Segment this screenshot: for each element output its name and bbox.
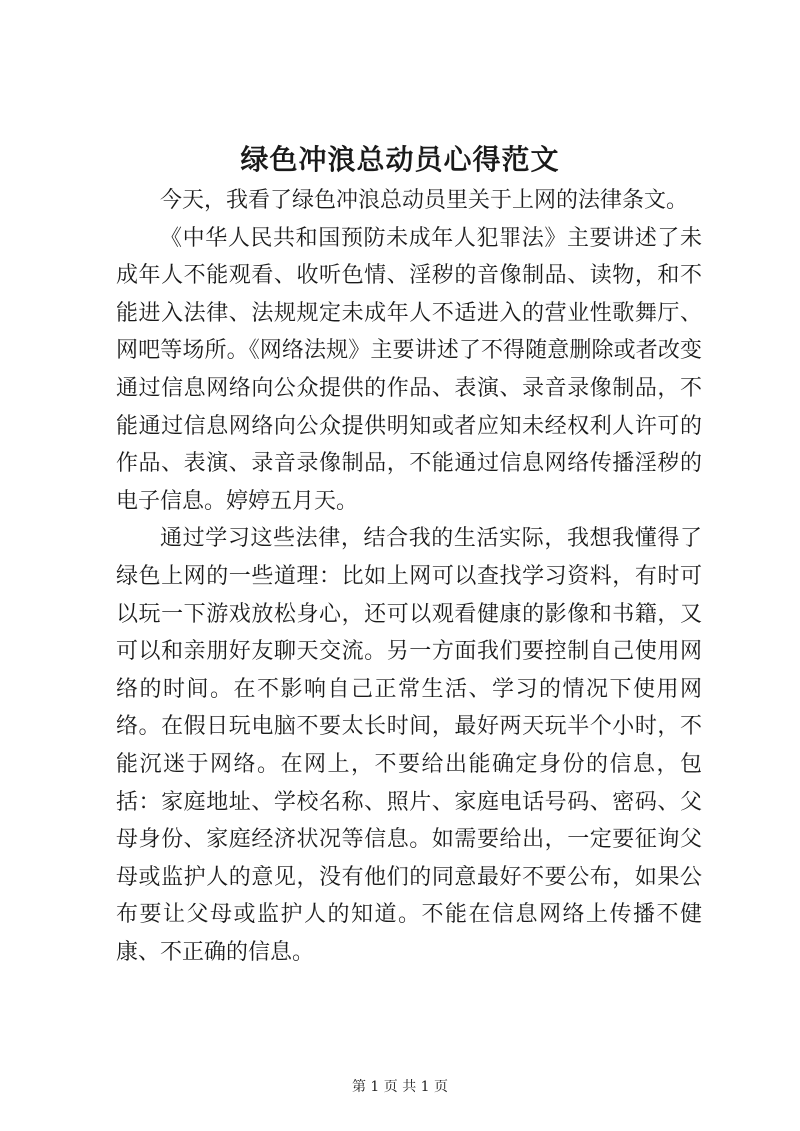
page-number-footer: 第 1 页 共 1 页 bbox=[351, 1079, 449, 1095]
document-body bbox=[116, 182, 702, 971]
paragraph-laws: 《中华人民共和国预防未成年人犯罪法》主要讲述了未成年人不能观看、收听色情、淫秽的音像制品、读物，和不能进入法律、法规规定未成年人不适进入的营业性歌舞厅、网吧等场所。《网络法规》主要讲述了不得随意删除或者改变通过信息网络向公众提供的作品、表演、录音录像制品，不能通过信息网络向公众提供明知或者应知未经权利人许可的作品、表演、录音录像制品，不能通过信息网络传播淫秽的电子信息。婷婷五月天。 bbox=[116, 225, 702, 514]
page-title: 绿色冲浪总动员心得范文 bbox=[240, 143, 560, 176]
paragraph-reflection: 通过学习这些法律，结合我的生活实际，我想我懂得了绿色上网的一些道理：比如上网可以查找学习资料，有时可以玩一下游戏放松身心，还可以观看健康的影像和书籍，又可以和亲朋好友聊天交流。另一方面我们要控制自己使用网络的时间。在不影响自己正常生活、学习的情况下使用网络。在假日玩电脑不要太长时间，最好两天玩半个小时，不能沉迷于网络。在网上，不要给出能确定身份的信息，包括：家庭地址、学校名称、照片、家庭电话号码、密码、父母身份、家庭经济状况等信息。如需要给出，一定要征询父母或监护人的意见，没有他们的同意最好不要公布，如果公布要让父母或监护人的知道。不能在信息网络上传播不健康、不正确的信息。 bbox=[116, 526, 702, 965]
paragraph-intro: 今天，我看了绿色冲浪总动员里关于上网的法律条文。 bbox=[160, 188, 689, 213]
